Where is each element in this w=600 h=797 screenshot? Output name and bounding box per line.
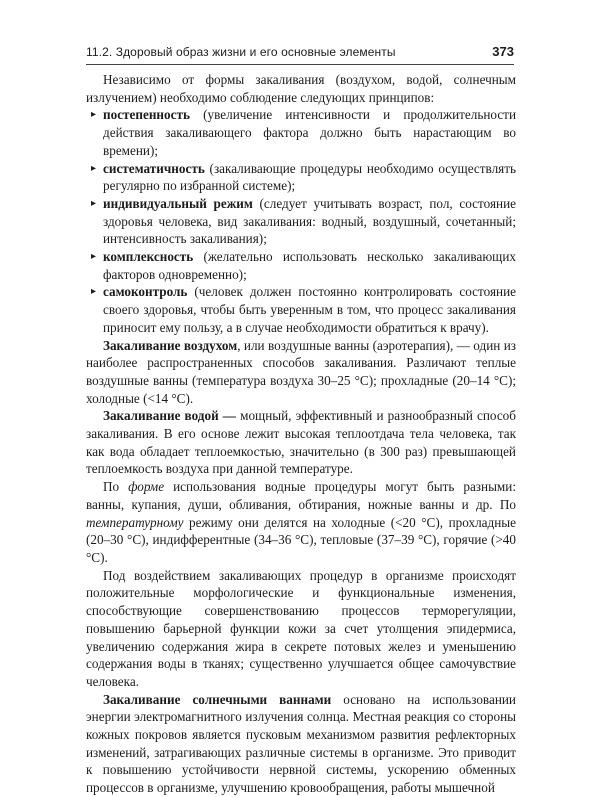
principle-term: систематичность	[103, 160, 205, 176]
principles-list	[86, 106, 516, 336]
form-italic-1: форме	[128, 479, 165, 495]
air-text: , или воздушные ванны (аэротерапия), — один из наиболее распространенных способов закаливания. Различают теплые воздушные ванны (температура воздуха 30–25 °С); прохладные (20–14 °С); холодные (<14 °С).	[86, 337, 516, 406]
running-header	[86, 44, 514, 65]
section-title: 11.2. Здоровый образ жизни и его основные элементы	[86, 45, 396, 59]
form-text-3: режиму они делятся на холодные (<20 °С), прохладные (20–30 °С), индифферентные (34–36 °С), тепловые (37–39 °С), горячие (>40 °С).	[86, 514, 516, 565]
principle-term: постепенность	[103, 107, 190, 123]
principle-text: (увеличение интенсивности и продолжительности действия закаливающего фактора должно быть нарастающим во времени);	[103, 107, 516, 158]
principle-text: (желательно использовать несколько закаливающих факторов одновременно);	[103, 249, 516, 282]
water-text: мощный, эффективный и разнообразный способ закаливания. В его основе лежит высокая теплоотдача тела человека, так как вода обладает теплоемкостью, значительно (в 300 раз) превышающей теплоемкость воздуха при данной температуре.	[86, 408, 516, 477]
form-paragraph	[86, 478, 516, 567]
page-body	[86, 71, 516, 797]
air-paragraph	[86, 337, 516, 408]
principle-text: (закаливающие процедуры необходимо осуществлять регулярно по избранной системе);	[103, 160, 516, 194]
effect-paragraph: Под воздействием закаливающих процедур в организме происходят положительные морфологические и функциональные изменения, способствующие совершенствованию процессов терморегуляции, повышению барьерной функции кожи за счет утолщения эпидермиса, увеличению содержания жира в секрете потовых желез и уменьшению содержания воды в тканях; существенно улучшается общее самочувствие человека.	[86, 567, 516, 689]
principle-term: самоконтроль	[103, 284, 188, 300]
water-term: Закаливание водой —	[103, 408, 236, 424]
form-text-1: По	[103, 479, 129, 495]
principle-text: (человек должен постоянно контролировать состояние своего здоровья, чтобы быть уверенным в том, что процесс закаливания приносит ему пользу, а в случае необходимости обратиться к врачу).	[103, 284, 516, 335]
principle-item	[91, 283, 516, 336]
principle-item	[91, 106, 516, 159]
principle-text: (следует учитывать возраст, пол, состояние здоровья человека, вид закаливания: водный, воздушный, сочетанный; интенсивность закаливания);	[103, 195, 516, 247]
page-number: 373	[492, 44, 514, 59]
sun-term: Закаливание солнечными ваннами	[103, 691, 332, 707]
intro-paragraph: Независимо от формы закаливания (воздухом, водой, солнечным излучением) необходимо соблюдение следующих принципов:	[86, 72, 516, 105]
sun-paragraph	[86, 691, 516, 797]
principle-term: индивидуальный режим	[103, 195, 253, 211]
air-term: Закаливание воздухом	[103, 337, 238, 353]
principle-item	[91, 248, 516, 283]
sun-text: основано на использовании энергии электромагнитного излучения солнца. Местная реакция со стороны кожных покровов является пусковым механизмом развития рефлекторных изменений, затрагивающих различные системы в организме. Это приводит к повышению устойчивости нервной системы, ускорению обменных процессов в организме, улучшению кровообращения, работы мышечной	[86, 691, 516, 796]
principle-item	[91, 195, 516, 248]
form-text-2: использования водные процедуры могут быть разными: ванны, купания, души, обливания, обтирания, ножные ванны и др. По	[86, 479, 516, 512]
form-italic-2: температурному	[86, 514, 184, 530]
principle-term: комплексность	[103, 249, 194, 265]
principle-item	[91, 160, 516, 195]
water-paragraph	[86, 407, 516, 478]
